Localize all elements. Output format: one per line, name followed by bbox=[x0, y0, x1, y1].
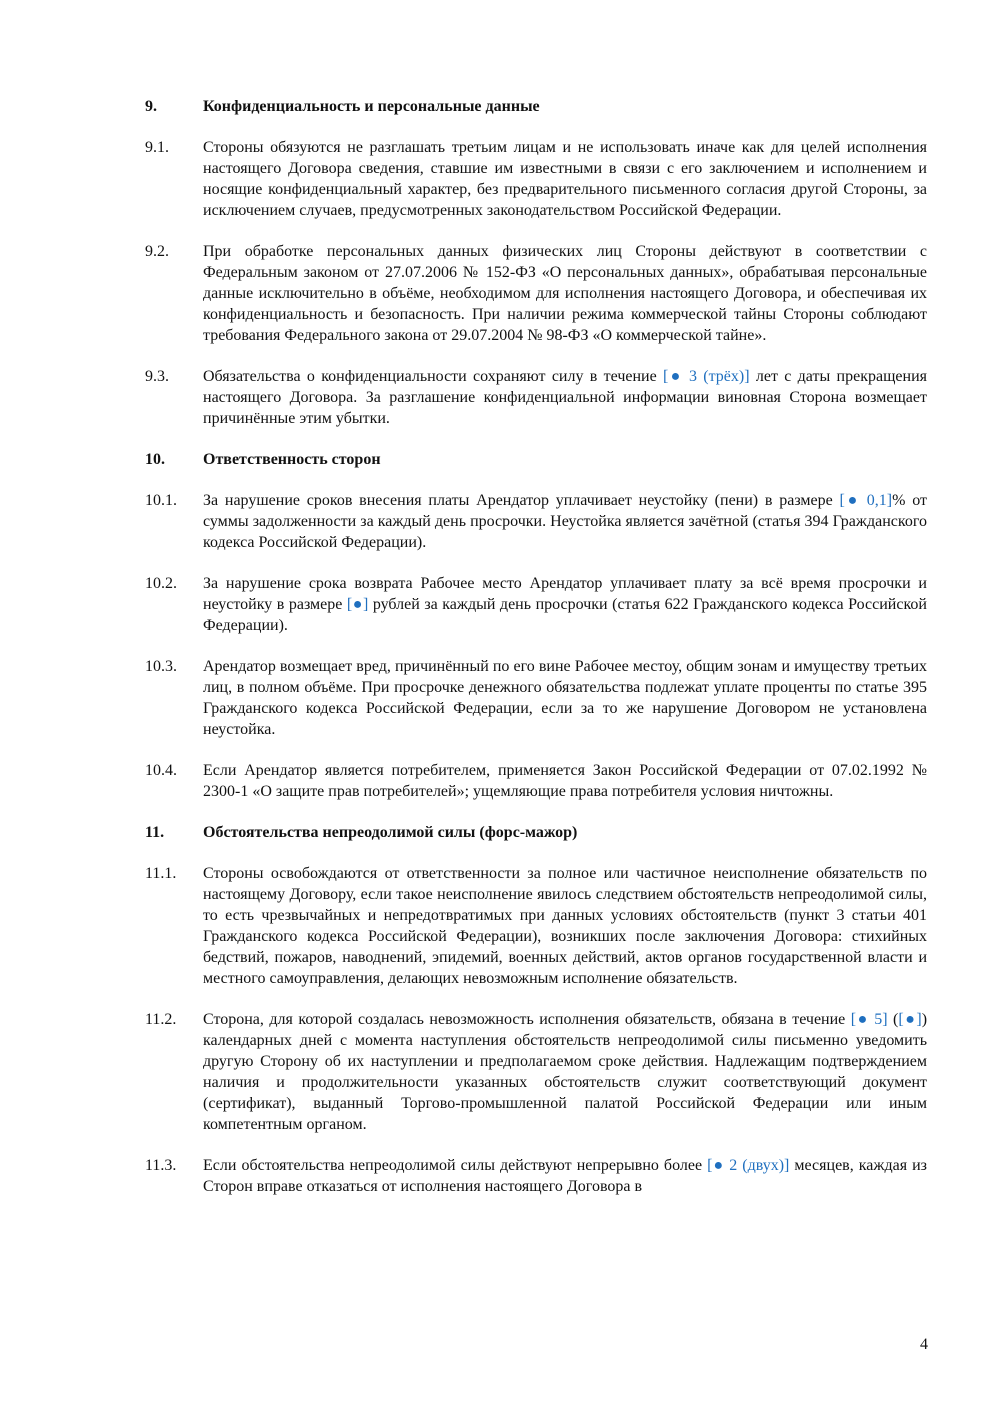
placeholder-field: [● 5] bbox=[850, 1011, 888, 1028]
placeholder-field: [● 0,1] bbox=[839, 492, 893, 509]
section-number: 11. bbox=[145, 824, 165, 841]
clause-10-3 bbox=[145, 656, 927, 740]
clause-number: 9.1. bbox=[145, 139, 169, 156]
clause-number: 9.3. bbox=[145, 368, 169, 385]
clause-10-4 bbox=[145, 760, 927, 802]
clause-number: 11.1. bbox=[145, 865, 177, 882]
page-number: 4 bbox=[920, 1336, 928, 1353]
clause-number: 10.3. bbox=[145, 658, 177, 675]
placeholder-field: [●] bbox=[346, 596, 369, 613]
clause-11-3 bbox=[145, 1155, 927, 1197]
clause-number: 9.2. bbox=[145, 243, 169, 260]
clause-text: За нарушение срока возврата Рабочее место Арендатор уплачивает плату за всё время просрочки и неустойку в размере [●] рублей за каждый день просрочки (статья 622 Гражданского кодекса Российской Федерации). bbox=[203, 575, 927, 634]
clause-10-2 bbox=[145, 573, 927, 636]
section-title: Обстоятельства непреодолимой силы (форс-мажор) bbox=[203, 824, 578, 841]
clause-9-3 bbox=[145, 366, 927, 429]
section-number: 10. bbox=[145, 451, 165, 468]
clause-number: 11.3. bbox=[145, 1157, 177, 1174]
section-title: Конфиденциальность и персональные данные bbox=[203, 98, 540, 115]
section-title: Ответственность сторон bbox=[203, 451, 381, 468]
clause-text: Арендатор возмещает вред, причинённый по его вине Рабочее местоу, общим зонам и имуществу третьих лиц, в полном объёме. При просрочке денежного обязательства подлежат уплате проценты по статье 395 Гражданского кодекса Российской Федерации, если за то же нарушение Договором не установлена неустойка. bbox=[203, 658, 927, 738]
clause-text: За нарушение сроков внесения платы Арендатор уплачивает неустойку (пени) в размере [● 0,1]% от суммы задолженности за каждый день просрочки. Неустойка является зачётной (статья 394 Гражданского кодекса Российской Федерации). bbox=[203, 492, 927, 551]
clause-11-1 bbox=[145, 863, 927, 989]
clause-11-2 bbox=[145, 1009, 927, 1135]
clause-text: Если обстоятельства непреодолимой силы действуют непрерывно более [● 2 (двух)] месяцев, каждая из Сторон вправе отказаться от исполнения настоящего Договора в bbox=[203, 1157, 927, 1195]
clause-number: 10.4. bbox=[145, 762, 177, 779]
section-heading-10 bbox=[145, 449, 927, 470]
clause-number: 10.1. bbox=[145, 492, 177, 509]
section-heading-11 bbox=[145, 822, 927, 843]
document-page bbox=[145, 96, 927, 1217]
placeholder-field: [● 2 (двух)] bbox=[707, 1157, 790, 1174]
clause-text: Стороны освобождаются от ответственности за полное или частичное неисполнение обязательств по настоящему Договору, если такое неисполнение явилось следствием обстоятельств непреодолимой силы, то есть чрезвычайных и непредотвратимых при данных условиях обстоятельств (пункт 3 статьи 401 Гражданского кодекса Российской Федерации), возникших после заключения Договора: стихийных бедствий, пожаров, наводнений, эпидемий, военных действий, актов органов государственной власти и местного самоуправления, делающих невозможным исполнение обязательств. bbox=[203, 865, 927, 987]
clause-text: Сторона, для которой создалась невозможность исполнения обязательств, обязана в течение [● 5] ([●]) календарных дней с момента наступления обстоятельств непреодолимой силы письменно уведомить другую Сторону об их наступлении и предполагаемом сроке действия. Надлежащим подтверждением наличия и продолжительности указанных обстоятельств служит соответствующий документ (сертификат), выданный Торгово-промышленной палатой Российской Федерации или иным компетентным органом. bbox=[203, 1011, 928, 1133]
clause-text: Стороны обязуются не разглашать третьим лицам и не использовать иначе как для целей исполнения настоящего Договора сведения, ставшие им известными в связи с его заключением и исполнением и носящие конфиденциальный характер, без предварительного письменного согласия другой Стороны, за исключением случаев, предусмотренных законодательством Российской Федерации. bbox=[203, 139, 927, 219]
section-heading-9 bbox=[145, 96, 927, 117]
clause-text: При обработке персональных данных физических лиц Стороны действуют в соответствии с Федеральным законом от 27.07.2006 № 152-ФЗ «О персональных данных», обрабатывая персональные данные исключительно в объёме, необходимом для исполнения настоящего Договора, и обеспечивая их конфиденциальность и безопасность. При наличии режима коммерческой тайны Стороны соблюдают требования Федерального закона от 29.07.2004 № 98-ФЗ «О коммерческой тайне». bbox=[203, 243, 927, 344]
clause-9-2 bbox=[145, 241, 927, 346]
clause-9-1 bbox=[145, 137, 927, 221]
placeholder-field: [● 3 (трёх)] bbox=[663, 368, 750, 385]
placeholder-field: [●] bbox=[898, 1011, 922, 1028]
section-number: 9. bbox=[145, 98, 157, 115]
clause-number: 11.2. bbox=[145, 1011, 177, 1028]
clause-number: 10.2. bbox=[145, 575, 177, 592]
clause-text: Если Арендатор является потребителем, применяется Закон Российской Федерации от 07.02.1992 № 2300-1 «О защите прав потребителей»; ущемляющие права потребителя условия ничтожны. bbox=[203, 762, 927, 800]
clause-10-1 bbox=[145, 490, 927, 553]
clause-text: Обязательства о конфиденциальности сохраняют силу в течение [● 3 (трёх)] лет с даты прекращения настоящего Договора. За разглашение конфиденциальной информации виновная Сторона возмещает причинённые этим убытки. bbox=[203, 368, 927, 427]
